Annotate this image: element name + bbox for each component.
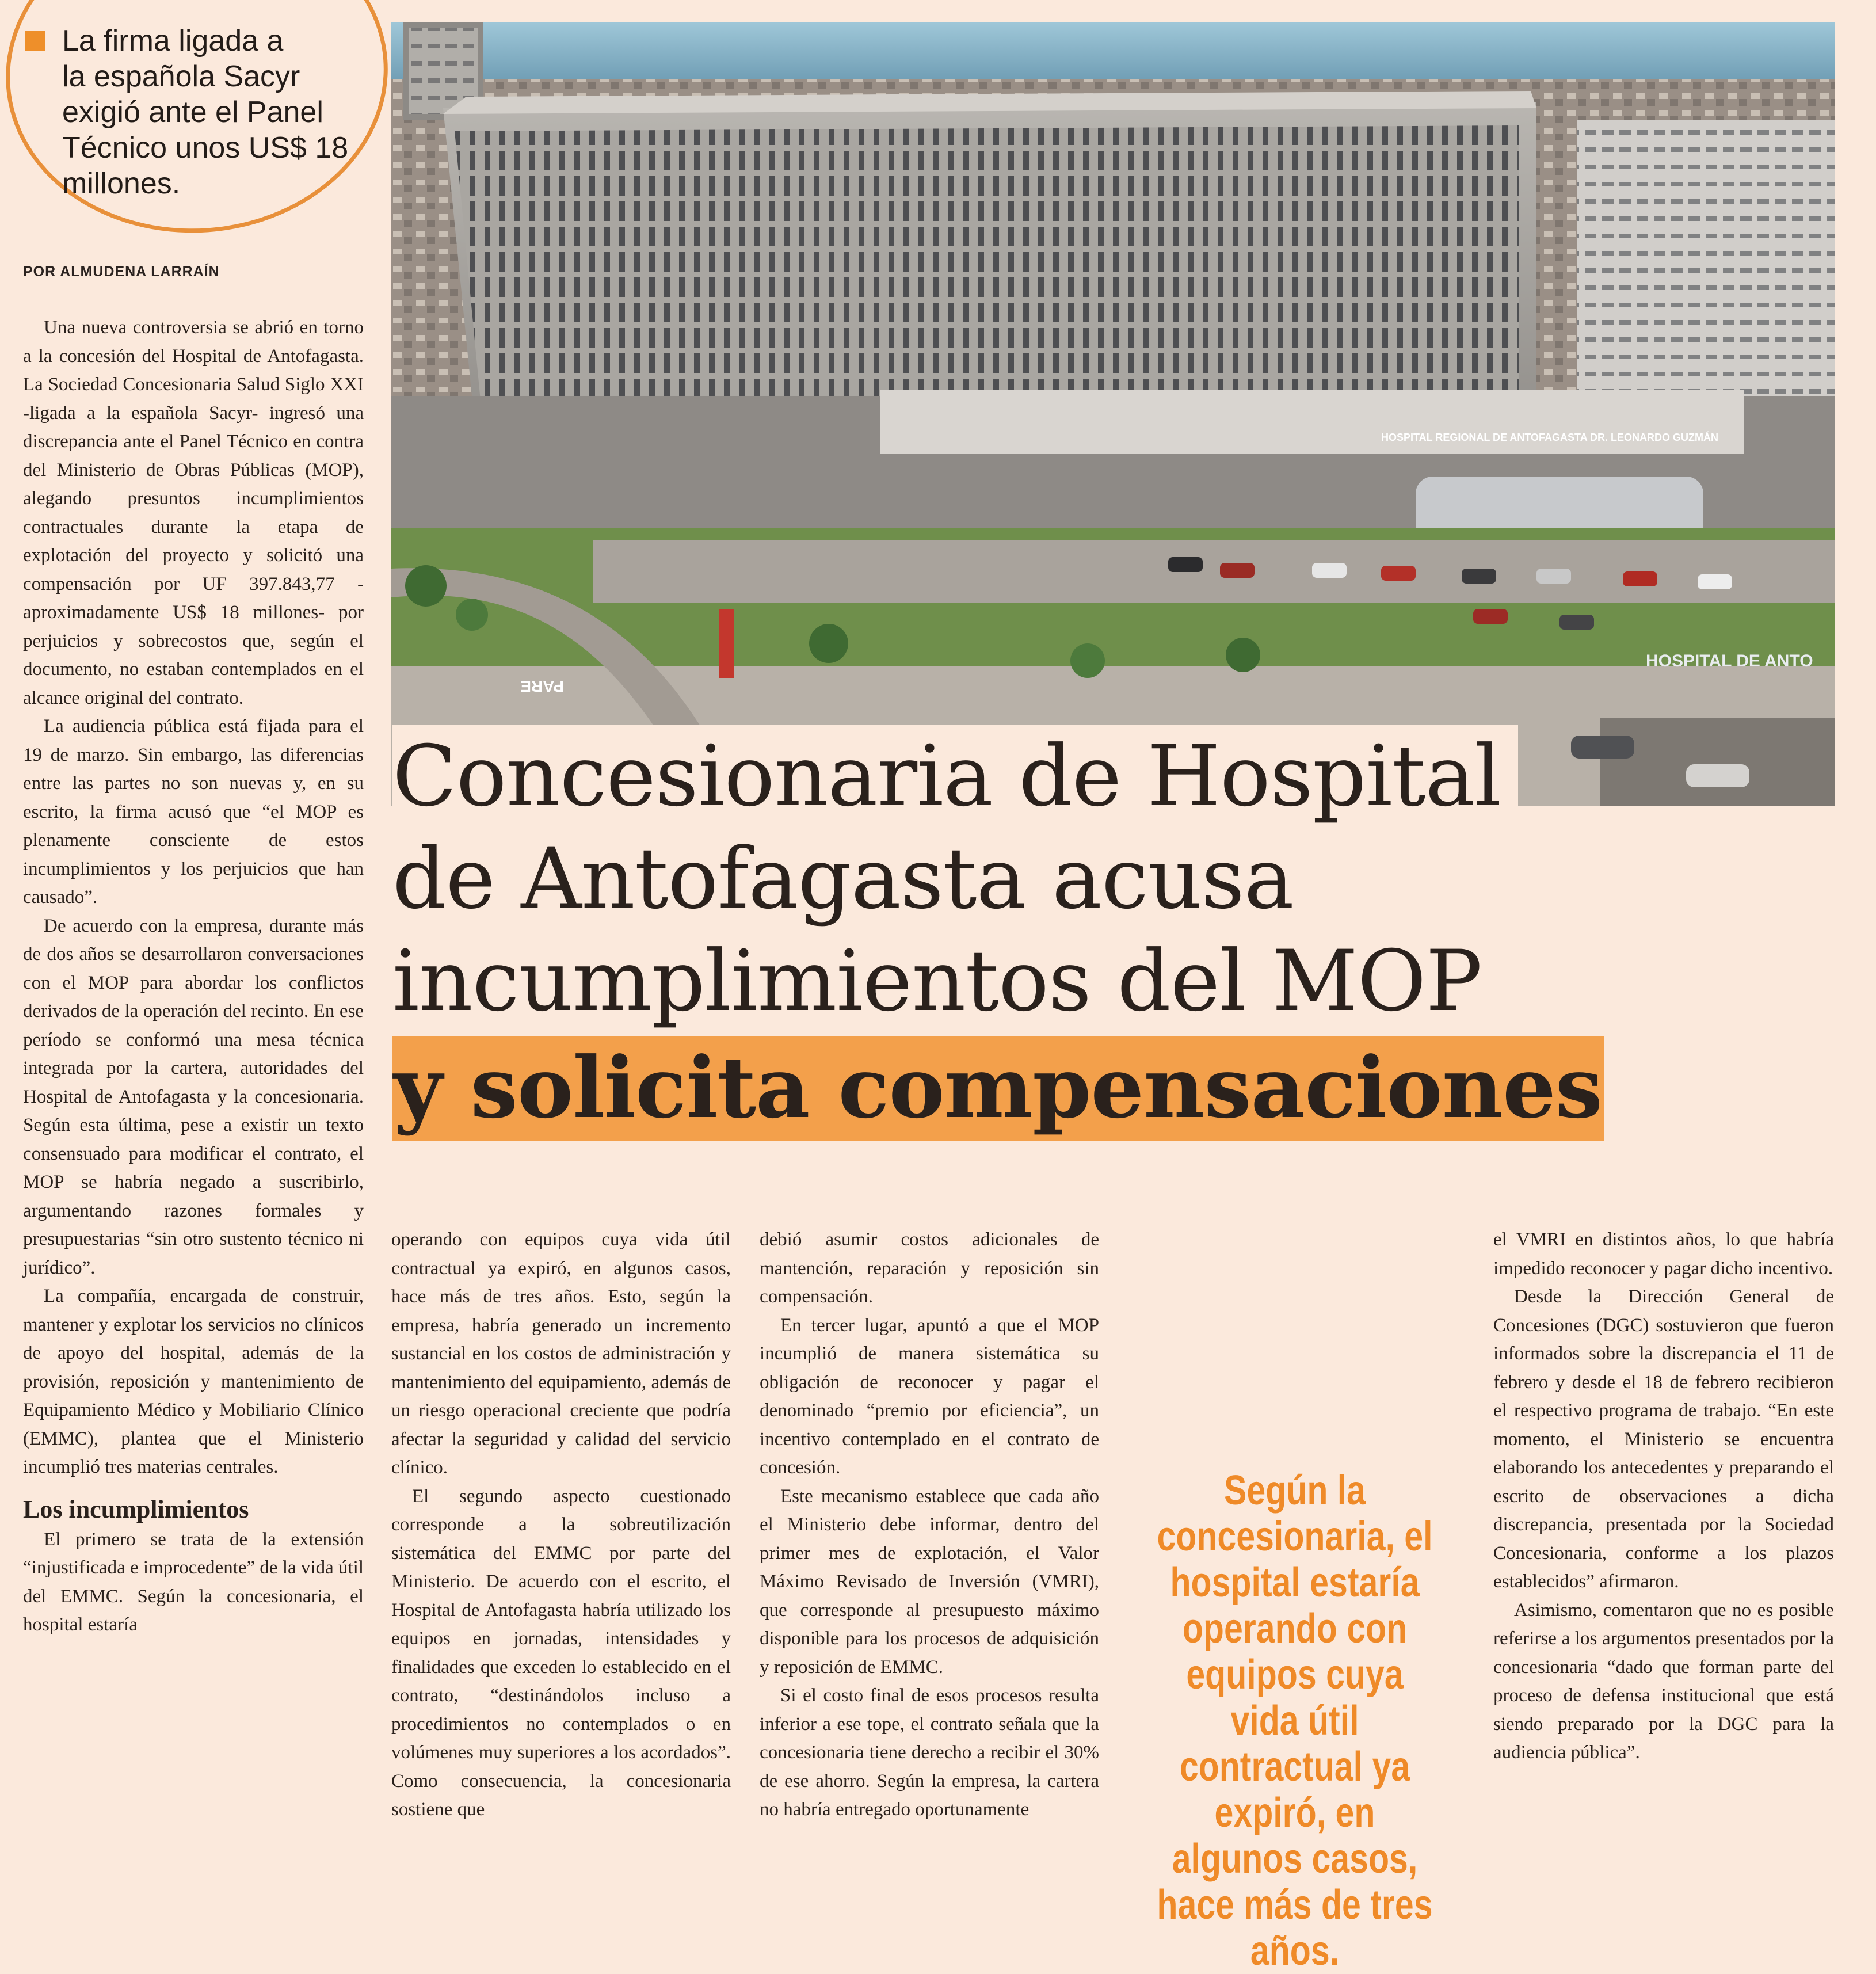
callout xyxy=(23,23,368,201)
callout-bullet-square xyxy=(25,31,45,51)
hospital-photo-illustration xyxy=(391,22,1835,806)
paragraph: La audiencia pública está fijada para el 19 de marzo. Sin embargo, las diferencias entre las partes no son nuevas y, en su escrito, la firma acusó que “el MOP es plenamente consciente de estos incumplimientos y los perjuicios que han causado”. xyxy=(23,716,364,908)
article-column-2 xyxy=(391,1226,731,1824)
road-marking-text: PARE xyxy=(520,677,564,695)
hospital-ground-sign-text: HOSPITAL DE ANTO xyxy=(1646,651,1813,670)
paragraph: Este mecanismo establece que cada año el Ministerio debe informar, dentro del primer mes de explotación, el Valor Máximo Revisado de Inversión (VMRI), que corresponde al presupuesto máximo disponible para los procesos de adquisición y reposición de EMMC. xyxy=(760,1485,1099,1678)
headline-line-1: Concesionaria de Hospital xyxy=(392,725,1518,828)
headline xyxy=(392,725,1603,1141)
byline: POR ALMUDENA LARRAÍN xyxy=(23,264,220,280)
subheading: Los incumplimientos xyxy=(23,1495,249,1523)
paragraph: Si el costo final de esos procesos resulta inferior a ese tope, el contrato señala que la concesionaria tiene derecho a recibir el 30% de ese ahorro. Según la empresa, la cartera no habría entregado oportunamente xyxy=(760,1685,1099,1820)
paragraph: Asimismo, comentaron que no es posible referirse a los argumentos presentados por la concesionaria “dado que forman parte del proceso de defensa institucional que está siendo preparado por la DGC para la audiencia pública”. xyxy=(1493,1599,1834,1763)
callout-line: Técnico unos US$ 18 xyxy=(62,131,349,165)
callout-line: la española Sacyr xyxy=(62,60,300,93)
callout-line: millones. xyxy=(62,167,181,200)
paragraph: La compañía, encargada de construir, mantener y explotar los servicios no clínicos de apoyo del hospital, además de la provisión, reposición y mantenimiento de Equipamiento Médico y Mobiliario Clínico (EMMC), plantea que el Ministerio incumplió tres materias centrales. xyxy=(23,1286,364,1477)
pull-quote: Según la concesionaria, el hospital estaría operando con equipos cuya vida útil contractual ya expiró, en algunos casos, hace más de tres años. xyxy=(1157,1468,1433,1974)
paragraph: debió asumir costos adicionales de mantención, reparación y reposición sin compensación. xyxy=(760,1229,1099,1307)
headline-highlight-line: y solicita compensaciones xyxy=(392,1036,1604,1141)
paragraph: De acuerdo con la empresa, durante más de dos años se desarrollaron conversaciones con el MOP para abordar los conflictos derivados de la operación del recinto. En ese período se conformó una mesa técnica integrada por la cartera, autoridades del Hospital de Antofagasta y la concesionaria. Según esta última, pese a existir un texto consensuado para modificar el contrato, el MOP se habría negado a suscribirlo, argumentando razones formales y presupuestarias “sin otro sustento técnico ni jurídico”. xyxy=(23,915,364,1278)
paragraph: el VMRI en distintos años, lo que habría impedido reconocer y pagar dicho incentivo. xyxy=(1493,1229,1834,1279)
paragraph: Una nueva controversia se abrió en torno a la concesión del Hospital de Antofagasta. La Sociedad Concesionaria Salud Siglo XXI -ligada a la española Sacyr- ingresó una discrepancia ante el Panel Técnico en contra del Ministerio de Obras Públicas (MOP), alegando presuntos incumplimientos contractuales durante la etapa de explotación del proyecto y solicitó una compensación por UF 397.843,77 -aproximadamente US$ 18 millones- por perjuicios y sobrecostos que, según el documento, no estaban contemplados en el alcance original del contrato. xyxy=(23,317,364,708)
callout-line: exigió ante el Panel xyxy=(62,96,323,129)
headline-line-3: incumplimientos del MOP xyxy=(392,930,1499,1032)
paragraph: operando con equipos cuya vida útil contractual ya expiró, en algunos casos, hace más de tres años. Esto, según la empresa, habría generado un incremento sustancial en los costos de administración y mantenimiento del equipamiento, además de un riesgo operacional creciente que podría afectar la seguridad y calidad del servicio clínico. xyxy=(391,1229,731,1478)
paragraph: El primero se trata de la extensión “injustificada e improcedente” de la vida útil del EMMC. Según la concesionaria, el hospital estaría xyxy=(23,1529,364,1635)
hospital-sign-text: HOSPITAL REGIONAL DE ANTOFAGASTA DR. LEONARDO GUZMÁN xyxy=(1381,432,1719,443)
paragraph: El segundo aspecto cuestionado corresponde a la sobreutilización sistemática del EMMC por parte del Ministerio. De acuerdo con el escrito, el Hospital de Antofagasta habría utilizado los equipos en jornadas, intensidades y finalidades que exceden lo establecido en el contrato, “destinándolos incluso a procedimientos no contemplados o en volúmenes muy superiores a los acordados”. Como consecuencia, la concesionaria sostiene que xyxy=(391,1485,731,1820)
paragraph: En tercer lugar, apuntó a que el MOP incumplió de manera sistemática su obligación de reconocer y pagar el denominado “premio por eficiencia”, un incentivo contemplado en el contrato de concesión. xyxy=(760,1314,1099,1478)
article-column-3 xyxy=(760,1226,1099,1824)
callout-line: La firma ligada a xyxy=(62,24,284,58)
hospital-photo xyxy=(391,22,1835,806)
headline-line-2: de Antofagasta acusa xyxy=(392,828,1311,930)
article-column-1 xyxy=(23,314,364,1640)
paragraph: Desde la Dirección General de Concesiones (DGC) sostuvieron que fueron informados sobre la discrepancia el 11 de febrero y desde el 18 de febrero recibieron el respectivo programa de trabajo. “En este momento, el Ministerio se encuentra elaborando los antecedentes y preparando el escrito de observaciones a dicha discrepancia, presentada por la Sociedad Concesionaria, conforme a los plazos establecidos” afirmaron. xyxy=(1493,1286,1834,1592)
article-column-4 xyxy=(1493,1226,1834,1767)
